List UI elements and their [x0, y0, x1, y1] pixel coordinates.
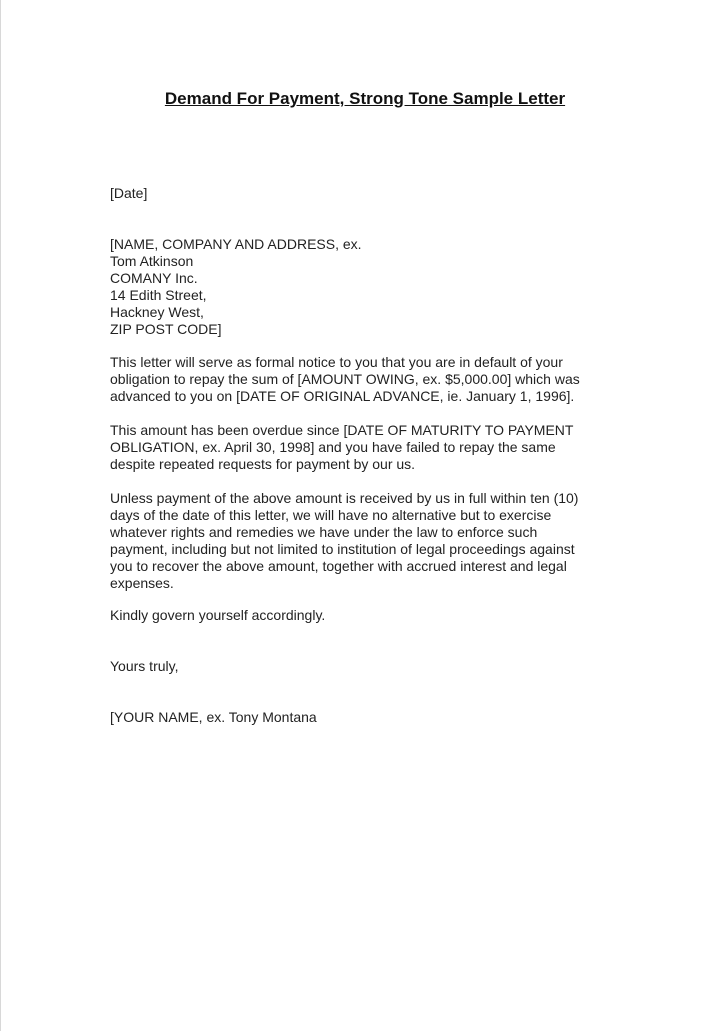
paragraph-line: expenses.	[110, 575, 174, 591]
paragraph-line: OBLIGATION, ex. April 30, 1998] and you have failed to repay the same	[110, 439, 556, 455]
paragraph-line: This letter will serve as formal notice to you that you are in default of your	[110, 354, 563, 370]
paragraph-line: you to recover the above amount, together with accrued interest and legal	[110, 558, 567, 574]
recipient-address	[110, 236, 610, 338]
paragraph-line: whatever rights and remedies we have under the law to enforce such	[110, 524, 538, 540]
address-line: 14 Edith Street,	[110, 287, 207, 303]
paragraph-line: This amount has been overdue since [DATE OF MATURITY TO PAYMENT	[110, 422, 574, 438]
paragraph-default-notice	[110, 354, 610, 405]
letter-closing: Yours truly,	[110, 658, 179, 674]
paragraph-overdue	[110, 422, 610, 473]
address-line: Tom Atkinson	[110, 253, 194, 269]
address-line: Hackney West,	[110, 304, 204, 320]
paragraph-legal-warning	[110, 490, 610, 592]
letter-signature: [YOUR NAME, ex. Tony Montana	[110, 709, 317, 725]
letter-date: [Date]	[110, 185, 148, 201]
address-line: [NAME, COMPANY AND ADDRESS, ex.	[110, 236, 362, 252]
paragraph-line: days of the date of this letter, we will have no alternative but to exercise	[110, 507, 552, 523]
paragraph-line: Unless payment of the above amount is received by us in full within ten (10)	[110, 490, 579, 506]
address-line: ZIP POST CODE]	[110, 321, 222, 337]
paragraph-kindly: Kindly govern yourself accordingly.	[110, 607, 326, 623]
paragraph-line: despite repeated requests for payment by our us.	[110, 456, 416, 472]
paragraph-line: obligation to repay the sum of [AMOUNT OWING, ex. $5,000.00] which was	[110, 371, 580, 387]
paragraph-line: advanced to you on [DATE OF ORIGINAL ADVANCE, ie. January 1, 1996].	[110, 388, 575, 404]
paragraph-line: payment, including but not limited to institution of legal proceedings against	[110, 541, 575, 557]
address-line: COMANY Inc.	[110, 270, 198, 286]
letter-title: Demand For Payment, Strong Tone Sample Letter	[164, 89, 566, 108]
